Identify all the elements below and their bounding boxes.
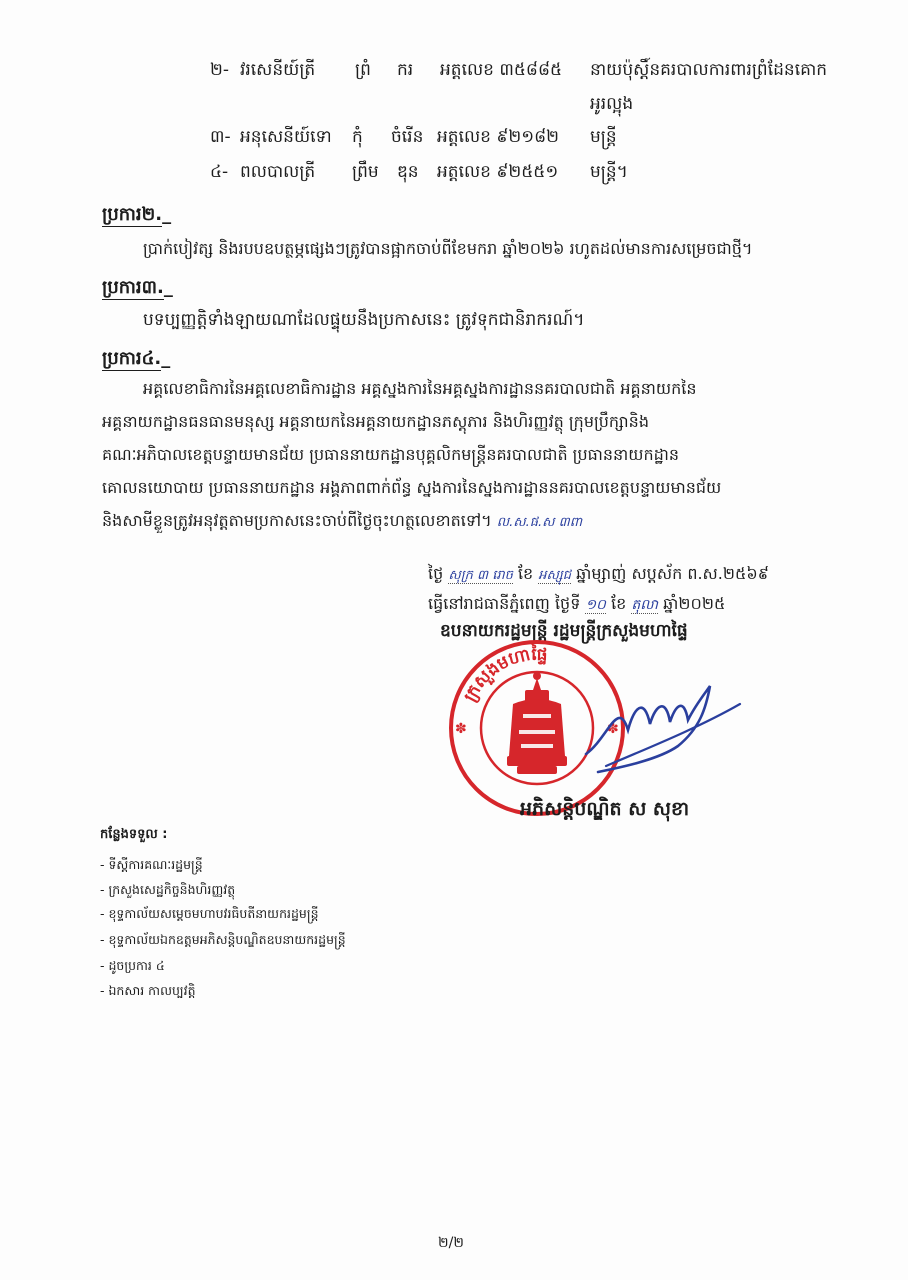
officer-rank: ពលបាលត្រី [240, 162, 316, 182]
svg-text:✽: ✽ [455, 721, 467, 737]
handwritten-month: តុលា [631, 597, 659, 613]
officer-role: មន្ត្រី [590, 127, 617, 147]
officer-surname: ព្រឹម [352, 162, 379, 182]
handwritten-day: ១០ [585, 597, 606, 613]
recipient-item: - ខុទ្ទកាល័យសម្តេចមហាបវរធិបតីនាយករដ្ឋមន្ត្រី [100, 906, 319, 921]
article-4-heading: ប្រការ៤._ [102, 348, 171, 369]
officer-role-cont: អូរល្អុង [590, 94, 634, 114]
article-2-heading: ប្រការ២._ [102, 204, 172, 225]
officer-num: ៣- [210, 127, 231, 147]
article-4-line: គណៈអភិបាលខេត្តបន្ទាយមានជ័យ ប្រធាននាយកដ្ឋានបុគ្គលិកមន្ត្រីនគរបាលជាតិ ប្រធាននាយកដ្ឋាន [102, 445, 680, 464]
officer-row-3 [0, 125, 908, 149]
article-3-heading: ប្រការ៣._ [102, 277, 173, 298]
officer-num: ៤- [210, 162, 229, 182]
officer-id: អត្តលេខ ៩២១៨២ [437, 127, 560, 147]
article-4-line: អគ្គនាយកដ្ឋានធនធានមនុស្ស អគ្គនាយកនៃអគ្គនាយកដ្ឋានភស្តុភារ និងហិរញ្ញវត្ថុ ក្រុមប្រឹក្សានិង [102, 412, 649, 431]
officer-row-2 [0, 58, 908, 82]
recipient-item: - ដូចប្រការ ៤ [100, 958, 165, 973]
officer-row-4 [0, 160, 908, 184]
handwritten-lunar-day: សុក្រ ៣ រោច [448, 568, 513, 583]
recipient-item: - ក្រសួងសេដ្ឋកិច្ចនិងហិរញ្ញវត្ថុ [100, 882, 236, 897]
officer-role: នាយប៉ុស្តិ៍នគរបាលការពារព្រំដែនគោក [590, 60, 828, 80]
signatory-name: អភិសន្តិបណ្ឌិត ស សុខា [520, 798, 690, 820]
officer-given: ចំរើន [391, 127, 424, 147]
signature-scribble [578, 668, 748, 778]
article-4-line: គោលនយោបាយ ប្រធាននាយកដ្ឋាន អង្គភាពពាក់ព័ន្ធ ស្នងការនៃស្នងការដ្ឋាននគរបាលខេត្តបន្ទាយមានជ័យ [102, 478, 722, 497]
officer-row-2-cont [0, 92, 908, 116]
svg-text:✽: ✽ [607, 721, 619, 737]
officer-num: ២- [210, 60, 230, 80]
seal-ring-text: ក្រសួងមហាផ្ទៃ [460, 644, 548, 706]
recipient-item: - ទីស្តីការគណៈរដ្ឋមន្ត្រី [100, 857, 203, 872]
page-number: ២/២ [438, 1235, 464, 1251]
officer-surname: កុំ [352, 127, 363, 147]
officer-id: អត្តលេខ ៣៥៨៨៥ [440, 60, 563, 80]
recipient-item: - ឯកសារ កាលប្បវត្តិ [100, 983, 196, 998]
article-3-text: បទប្បញ្ញត្តិទាំងឡាយណាដែលផ្ទុយនឹងប្រកាសនេះ ត្រូវទុកជានិរាករណ៍។ [143, 310, 585, 330]
officer-rank: វរសេនីយ៍ត្រី [240, 60, 316, 80]
article-2-text: ប្រាក់បៀវត្ស និងរបបឧបត្ថម្ភផ្សេងៗត្រូវបានផ្អាកចាប់ពីខែមករា ឆ្នាំ២០២៦ រហូតដល់មានការសម្រេចជាថ្មី។ [143, 239, 753, 258]
handwritten-note: ល.ស.ផ.ស ៣ពា [496, 515, 583, 530]
article-4-line: និងសាមីខ្លួនត្រូវអនុវត្តតាមប្រកាសនេះចាប់ពីថ្ងៃចុះហត្ថលេខាតទៅ។ ល.ស.ផ.ស ៣ពា [102, 511, 583, 530]
officer-id: អត្តលេខ ៩២៥៥១ [437, 162, 559, 182]
signatory-title: ឧបនាយករដ្ឋមន្ត្រី រដ្ឋមន្ត្រីក្រសួងមហាផ្ទៃ [440, 621, 688, 641]
seal-emblem-icon [507, 672, 567, 774]
handwritten-lunar-month: អស្សុជ [538, 568, 572, 583]
officer-given: ករ [397, 60, 414, 80]
officer-given: ឌុន [397, 162, 419, 182]
officer-surname: ព្រំ [355, 60, 371, 80]
date-line-solar: ធ្វើនៅរាជធានីភ្នំពេញ ថ្ងៃទី ១០ ខែ តុលា ឆ្នាំ២០២៥ [428, 594, 726, 613]
date-line-lunar: ថ្ងៃ សុក្រ ៣ រោច ខែ អស្សុជ ឆ្នាំម្សាញ់ សប្តស័ក ព.ស.២៥៦៩ [428, 564, 769, 583]
article-4-text [102, 372, 721, 539]
officer-rank: អនុសេនីយ៍ទោ [240, 127, 332, 147]
article-4-line: អគ្គលេខាធិការនៃអគ្គលេខាធិការដ្ឋាន អគ្គស្នងការនៃអគ្គស្នងការដ្ឋាននគរបាលជាតិ អគ្គនាយកនៃ [143, 379, 697, 398]
recipient-item: - ខុទ្ទកាល័យឯកឧត្តមអភិសន្តិបណ្ឌិតឧបនាយករដ្ឋមន្ត្រី [100, 932, 346, 947]
officer-role: មន្ត្រី។ [590, 162, 628, 182]
recipients-heading: កន្លែងទទួល : [100, 827, 168, 842]
